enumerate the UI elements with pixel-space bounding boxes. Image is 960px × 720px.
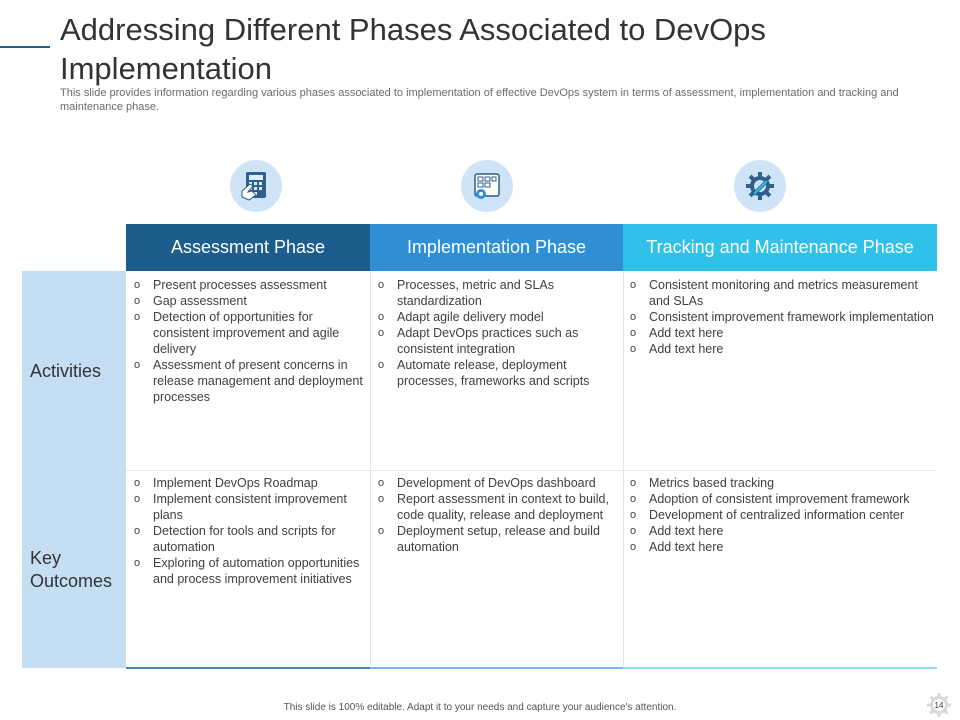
list-item: o Deployment setup, release and build automation — [370, 523, 620, 555]
list-item: o Development of DevOps dashboard — [370, 475, 620, 491]
list-item: o Adapt agile delivery model — [370, 309, 620, 325]
list-item: o Consistent monitoring and metrics measurement and SLAs — [622, 277, 936, 309]
slide-title: Addressing Different Phases Associated to DevOps Implementation — [60, 12, 766, 86]
outcomes-assessment-cell — [126, 475, 366, 587]
list-item: o Gap assessment — [126, 293, 366, 309]
page-number: 14 — [934, 700, 944, 710]
list-item: o Add text here — [622, 523, 936, 539]
outcomes-tracking-cell — [622, 475, 936, 555]
column-bottom-bar — [623, 667, 937, 669]
header-implementation-phase: Implementation Phase — [370, 224, 623, 271]
list-item: o Automate release, deployment processes, frameworks and scripts — [370, 357, 620, 389]
list-item: o Adoption of consistent improvement framework — [622, 491, 936, 507]
row-divider — [126, 470, 937, 471]
header-tracking-maintenance-phase: Tracking and Maintenance Phase — [623, 224, 937, 271]
page-number-badge — [926, 692, 952, 718]
list-item: o Detection of opportunities for consistent improvement and agile delivery — [126, 309, 366, 357]
list-item: o Development of centralized information center — [622, 507, 936, 523]
list-item: o Processes, metric and SLAs standardization — [370, 277, 620, 309]
list-item: o Add text here — [622, 341, 936, 357]
blueprint-gear-icon — [461, 160, 513, 212]
activities-tracking-cell — [622, 277, 936, 357]
row-label-key-outcomes: Key Outcomes — [30, 548, 113, 591]
list-item: o Add text here — [622, 325, 936, 341]
column-bottom-bar — [370, 667, 623, 669]
list-item: o Present processes assessment — [126, 277, 366, 293]
list-item: o Report assessment in context to build, code quality, release and deployment — [370, 491, 620, 523]
list-item: o Exploring of automation opportunities and process improvement initiatives — [126, 555, 366, 587]
title-accent-line — [0, 46, 50, 48]
gear-wrench-icon — [734, 160, 786, 212]
activities-assessment-cell — [126, 277, 366, 405]
list-item: o Consistent improvement framework implementation — [622, 309, 936, 325]
list-item: o Assessment of present concerns in release management and deployment processes — [126, 357, 366, 405]
column-bottom-bar — [126, 667, 370, 669]
list-item: o Adapt DevOps practices such as consistent integration — [370, 325, 620, 357]
header-assessment-phase: Assessment Phase — [126, 224, 370, 271]
activities-implementation-cell — [370, 277, 620, 389]
slide-subtitle: This slide provides information regarding various phases associated to implementation of effective DevOps system in terms of assessment, implementation and tracking and maintenance phase. — [60, 87, 899, 113]
row-label-panel — [22, 271, 126, 668]
list-item: o Add text here — [622, 539, 936, 555]
list-item: o Implement consistent improvement plans — [126, 491, 366, 523]
slide-footer: This slide is 100% editable. Adapt it to your needs and capture your audience's attention. — [283, 702, 677, 713]
list-item: o Metrics based tracking — [622, 475, 936, 491]
list-item: o Detection for tools and scripts for automation — [126, 523, 366, 555]
calculator-hand-icon — [230, 160, 282, 212]
row-label-activities: Activities — [30, 361, 102, 381]
outcomes-implementation-cell — [370, 475, 620, 555]
list-item: o Implement DevOps Roadmap — [126, 475, 366, 491]
